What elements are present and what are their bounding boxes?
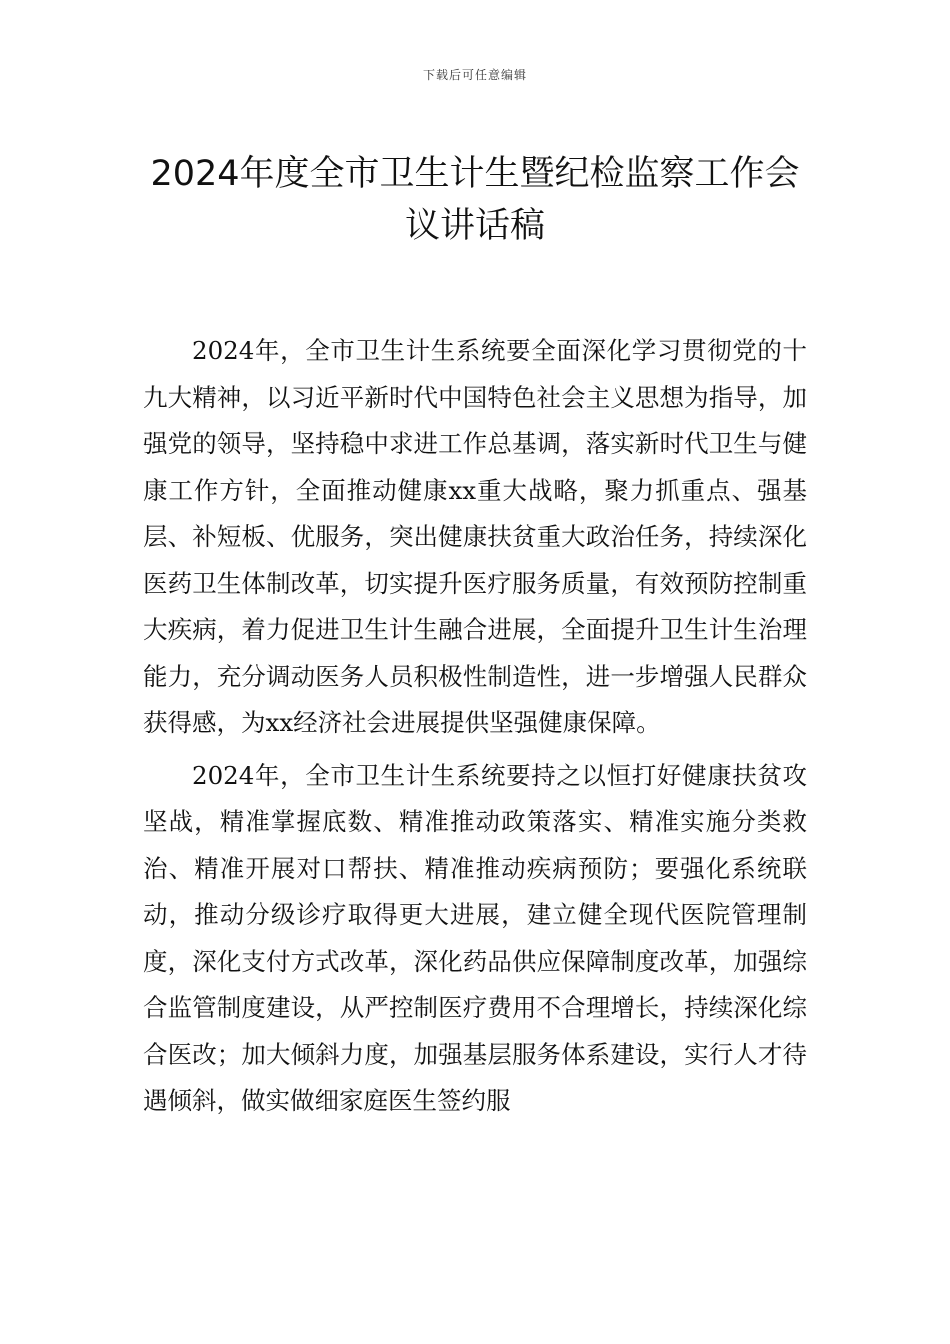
paragraph: 2024年，全市卫生计生系统要持之以恒打好健康扶贫攻坚战，精准掌握底数、精准推动政策落实、精准实施分类救治、精准开展对口帮扶、精准推动疾病预防；要强化系统联动，推动分级诊疗取得更大进展，建立健全现代医院管理制度，深化支付方式改革，深化药品供应保障制度改革，加强综合监管制度建设，从严控制医疗费用不合理增长，持续深化综合医改；加大倾斜力度，加强基层服务体系建设，实行人才待遇倾斜，做实做细家庭医生签约服: [143, 760, 807, 1115]
header-note: 下载后可任意编辑: [422, 68, 527, 82]
paragraph: 2024年，全市卫生计生系统要全面深化学习贯彻党的十九大精神，以习近平新时代中国特色社会主义思想为指导，加强党的领导，坚持稳中求进工作总基调，落实新时代卫生与健康工作方针，全面推动健康xx重大战略，聚力抓重点、强基层、补短板、优服务，突出健康扶贫重大政治任务，持续深化医药卫生体制改革，切实提升医疗服务质量，有效预防控制重大疾病，着力促进卫生计生融合进展，全面提升卫生计生治理能力，充分调动医务人员积极性制造性，进一步增强人民群众获得感，为xx经济社会进展提供坚强健康保障。: [143, 336, 807, 737]
document-body: [143, 328, 807, 1131]
document-title: 2024年度全市卫生计生暨纪检监察工作会议讲话稿: [150, 154, 800, 246]
